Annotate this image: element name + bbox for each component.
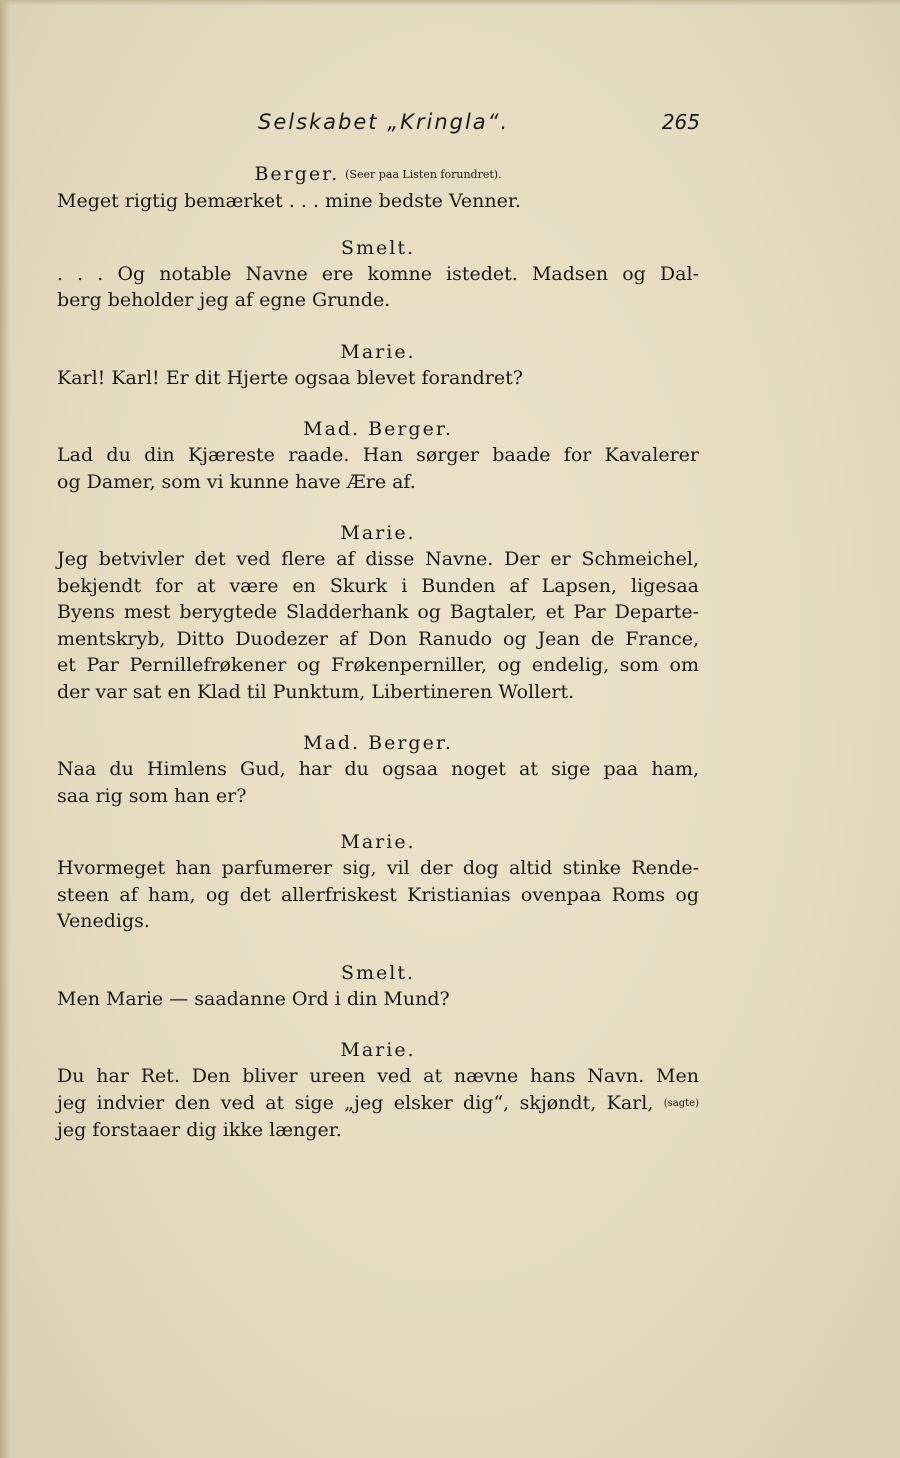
dialogue-line: bekjendt for at være en Skurk i Bunden af Lapsen, ligesaa — [57, 574, 699, 597]
dialogue-line: saa rig som han er? — [57, 784, 247, 807]
dialogue-line: Du har Ret. Den bliver ureen ved at nævne hans Navn. Men — [57, 1065, 699, 1087]
page-edge-shadow — [0, 0, 10, 1458]
speaker-name: Smelt. — [340, 961, 416, 984]
dialogue-line: et Par Pernillefrøkener og Frøkenperniller, og endelig, som om — [57, 654, 699, 676]
dialogue-line: der var sat en Klad til Punktum, Libertineren Wollert. — [57, 680, 575, 703]
dialogue-line: jeg forstaaer dig ikke længer. — [57, 1119, 342, 1141]
dialogue-line: Byens mest berygtede Sladderhank og Bagtaler, et Par Departe- — [57, 601, 699, 623]
dialogue-line: Lad du din Kjæreste raade. Han sørger baade for Kavalerer — [57, 444, 699, 466]
speaker-name: Marie. — [340, 522, 416, 544]
dialogue-line: Karl! Karl! Er dit Hjerte ogsaa blevet forandret? — [57, 366, 523, 389]
dialogue-line: Men Marie — saadanne Ord i din Mund? — [57, 987, 450, 1010]
dialogue-line: mentskryb, Ditto Duodezer af Don Ranudo og Jean de France, — [57, 627, 699, 650]
speaker-name: Marie. — [340, 340, 416, 363]
page-top-shadow — [0, 0, 900, 6]
speaker-name: Mad. Berger. — [303, 418, 453, 440]
speaker-name: Marie. — [340, 831, 416, 853]
dialogue-line: Meget rigtig bemærket . . . mine bedste Venner. — [57, 190, 521, 212]
dialogue-line: Jeg betvivler det ved flere af disse Navne. Der er Schmeichel, — [57, 548, 699, 570]
speaker-name: Mad. Berger. — [303, 732, 453, 754]
dialogue-line: Venedigs. — [57, 910, 150, 932]
speaker-name: Berger. (Seer paa Listen forundret). — [254, 163, 502, 185]
stage-direction: (Seer paa Listen forundret). — [345, 168, 502, 181]
dialogue-line: og Damer, som vi kunne have Ære af. — [57, 470, 416, 493]
page-number: 265 — [661, 110, 700, 134]
page-header — [258, 110, 704, 144]
dialogue-line: . . . Og notable Navne ere komne istedet. Madsen og Dal- — [57, 262, 699, 285]
speaker-name: Marie. — [340, 1039, 416, 1061]
running-title: Selskabet „Kringla“. — [258, 110, 510, 134]
dialogue-line: jeg indvier den ved at sige „jeg elsker dig“, skjøndt, Karl, (sagte) — [57, 1091, 699, 1114]
play-text — [57, 161, 699, 1144]
dialogue-line: berg beholder jeg af egne Grunde. — [57, 289, 391, 311]
dialogue-line: steen af ham, og det allerfriskest Kristianias ovenpaa Roms og — [57, 883, 699, 906]
speaker-name: Smelt. — [340, 236, 416, 259]
dialogue-line: Hvormeget han parfumerer sig, vil der dog altid stinke Rende- — [57, 857, 699, 879]
inline-stage-direction: (sagte) — [663, 1097, 699, 1109]
dialogue-line: Naa du Himlens Gud, har du ogsaa noget at sige paa ham, — [57, 758, 699, 780]
